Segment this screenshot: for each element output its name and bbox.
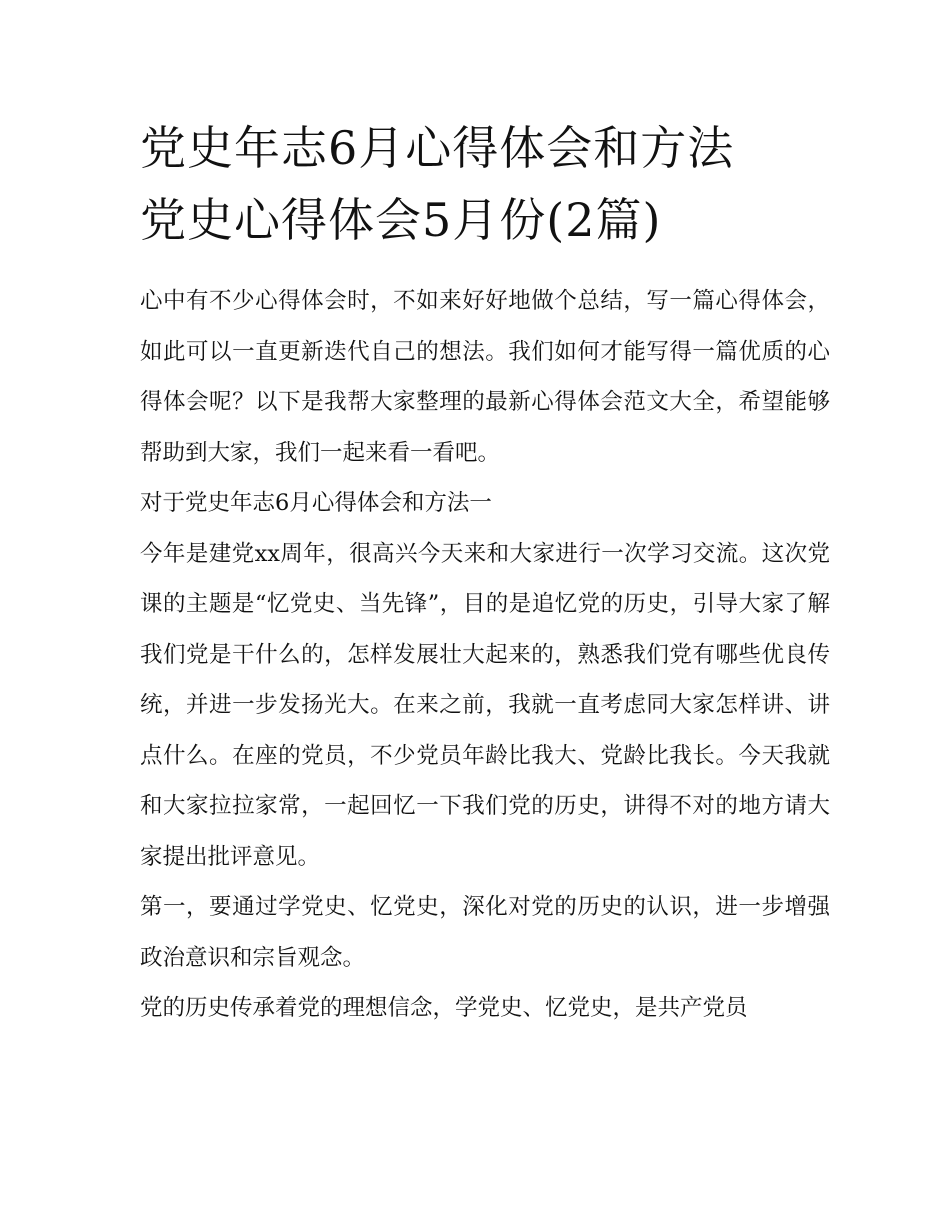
document-content — [140, 112, 830, 1034]
document-body — [140, 276, 830, 1034]
document-title — [140, 112, 830, 256]
title-line-2: 党史心得体会5月份(2篇) — [140, 193, 662, 247]
body-paragraph-continued: 党的历史传承着党的理想信念，学党史、忆党史，是共产党员 — [140, 995, 748, 1021]
point-one-paragraph: 第一，要通过学党史、忆党史，深化对党的历史的认识，进一步增强政治意识和宗旨观念。 — [140, 894, 830, 971]
body-paragraph: 今年是建党xx周年，很高兴今天来和大家进行一次学习交流。这次党课的主题是“忆党史、当先锋”，目的是追忆党的历史，引导大家了解我们党是干什么的，怎样发展壮大起来的，熟悉我们党有哪些优良传统，并进一步发扬光大。在来之前，我就一直考虑同大家怎样讲、讲点什么。在座的党员，不少党员年龄比我大、党龄比我长。今天我就和大家拉拉家常，一起回忆一下我们党的历史，讲得不对的地方请大家提出批评意见。 — [140, 540, 830, 870]
intro-paragraph: 心中有不少心得体会时，不如来好好地做个总结，写一篇心得体会，如此可以一直更新迭代自己的想法。我们如何才能写得一篇优质的心得体会呢？以下是我帮大家整理的最新心得体会范文大全，希望能够帮助到大家，我们一起来看一看吧。 — [140, 288, 830, 466]
section-heading: 对于党史年志6月心得体会和方法一 — [140, 490, 492, 516]
title-line-1: 党史年志6月心得体会和方法 — [140, 121, 735, 175]
